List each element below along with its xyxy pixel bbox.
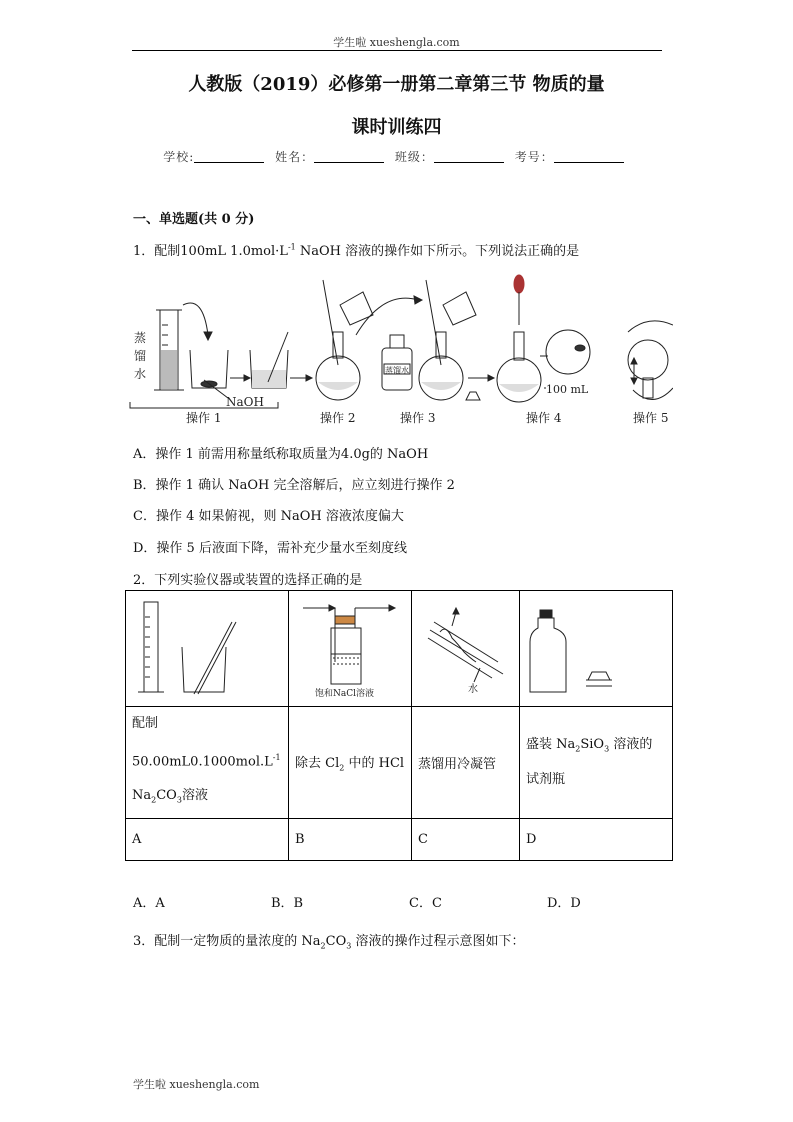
student-info-line — [0, 148, 793, 165]
cell-letter-b: B — [289, 818, 412, 860]
question-1-stem: 1．配制100mL $1.0mol\cdot L^{-1}$ NaOH 溶液的操作如下所示。下列说法正确的是 — [133, 242, 580, 259]
pouring-beaker-icon — [340, 292, 373, 325]
choice-b[interactable]: B．B — [271, 896, 304, 911]
page-subtitle: 课时训练四 — [351, 117, 442, 138]
question-1-figure — [128, 270, 673, 430]
cell-image-a — [126, 591, 289, 707]
cell-letter-a: A — [126, 818, 289, 860]
page-footer-site: 学生啦 xueshengla.com — [133, 1078, 260, 1091]
question-1-option-b: B．操作 1 确认 NaOH 完全溶解后，应立刻进行操作 2 — [133, 478, 455, 493]
rubber-stopper-icon — [588, 672, 610, 680]
cell-letter-c: C — [412, 818, 520, 860]
dropper-icon — [514, 275, 524, 293]
question-2-table — [125, 590, 673, 861]
reagent-bottle-figure — [526, 592, 666, 702]
label-water: 水 — [468, 683, 478, 695]
cell-desc-c: 蒸馏用冷凝管 — [412, 707, 520, 819]
page-title: 人教版（2019）必修第一册第二章第三节 物质的量 — [188, 74, 605, 95]
label-distilled-water-bottle: 蒸馏水 — [385, 366, 409, 375]
gas-washing-bottle-figure — [295, 592, 405, 702]
class-field[interactable] — [434, 150, 504, 163]
question-3-stem: 3．配制一定物质的量浓度的 $Na_2CO_3$ 溶液的操作过程示意图如下： — [133, 934, 525, 951]
label-water-3: 水 — [134, 367, 147, 381]
cell-image-d — [520, 591, 673, 707]
number-field[interactable] — [554, 150, 624, 163]
question-1-option-c: C．操作 4 如果俯视，则 NaOH 溶液浓度偏大 — [133, 509, 404, 524]
question-2-stem: 2．下列实验仪器或装置的选择正确的是 — [133, 573, 363, 588]
cell-desc-b: 除去 $Cl_2$ 中的 HCl — [289, 707, 412, 819]
section-heading: 一、单选题(共 0 分) — [133, 212, 255, 227]
reagent-bottle-icon — [530, 618, 566, 692]
name-label: 姓名： — [275, 150, 315, 164]
label-water-1: 蒸 — [134, 331, 147, 345]
label-op2: 操作 2 — [320, 411, 356, 425]
cell-desc-d: 盛装 $Na_2SiO_3$ 溶液的 试剂瓶 — [520, 707, 673, 819]
choice-c[interactable]: C．C — [409, 896, 442, 911]
header-divider — [132, 50, 662, 51]
label-saturated-nacl: 饱和NaCl溶液 — [315, 688, 375, 699]
label-naoh: NaOH — [226, 395, 264, 409]
label-100ml: 100 mL — [546, 383, 589, 396]
label-op5: 操作 5 — [633, 411, 669, 425]
label-op3: 操作 3 — [400, 411, 436, 425]
number-label: 考号： — [514, 150, 554, 164]
label-water-2: 馏 — [134, 349, 147, 363]
school-field[interactable] — [194, 150, 264, 163]
cell-image-c — [412, 591, 520, 707]
class-label: 班级： — [394, 150, 434, 164]
cell-letter-d: D — [520, 818, 673, 860]
label-op1: 操作 1 — [186, 411, 222, 425]
question-1-option-d: D．操作 5 后液面下降，需补充少量水至刻度线 — [133, 541, 407, 556]
condenser-icon — [430, 630, 503, 674]
name-field[interactable] — [314, 150, 384, 163]
question-2-choices — [133, 892, 653, 911]
choice-a[interactable]: A．A — [133, 896, 165, 911]
stopper-icon — [335, 616, 355, 624]
label-op4: 操作 4 — [526, 411, 562, 425]
condenser-figure — [418, 592, 513, 702]
school-label: 学校: — [163, 150, 195, 164]
cell-image-b — [289, 591, 412, 707]
volumetric-flask-3-icon — [497, 358, 541, 402]
glass-stopper-icon — [540, 610, 552, 618]
page-header-site: 学生啦 xueshengla.com — [333, 36, 460, 49]
cell-desc-a: 配制 $50.00mL0.1000mol.L^{-1}$ $Na_2CO_3$溶液 — [126, 707, 289, 819]
cylinder-beaker-figure — [132, 592, 282, 702]
eye-view-icon — [546, 330, 590, 374]
choice-d[interactable]: D．D — [547, 896, 581, 911]
question-1-option-a: A．操作 1 前需用称量纸称取质量为4.0g的 NaOH — [133, 447, 429, 462]
